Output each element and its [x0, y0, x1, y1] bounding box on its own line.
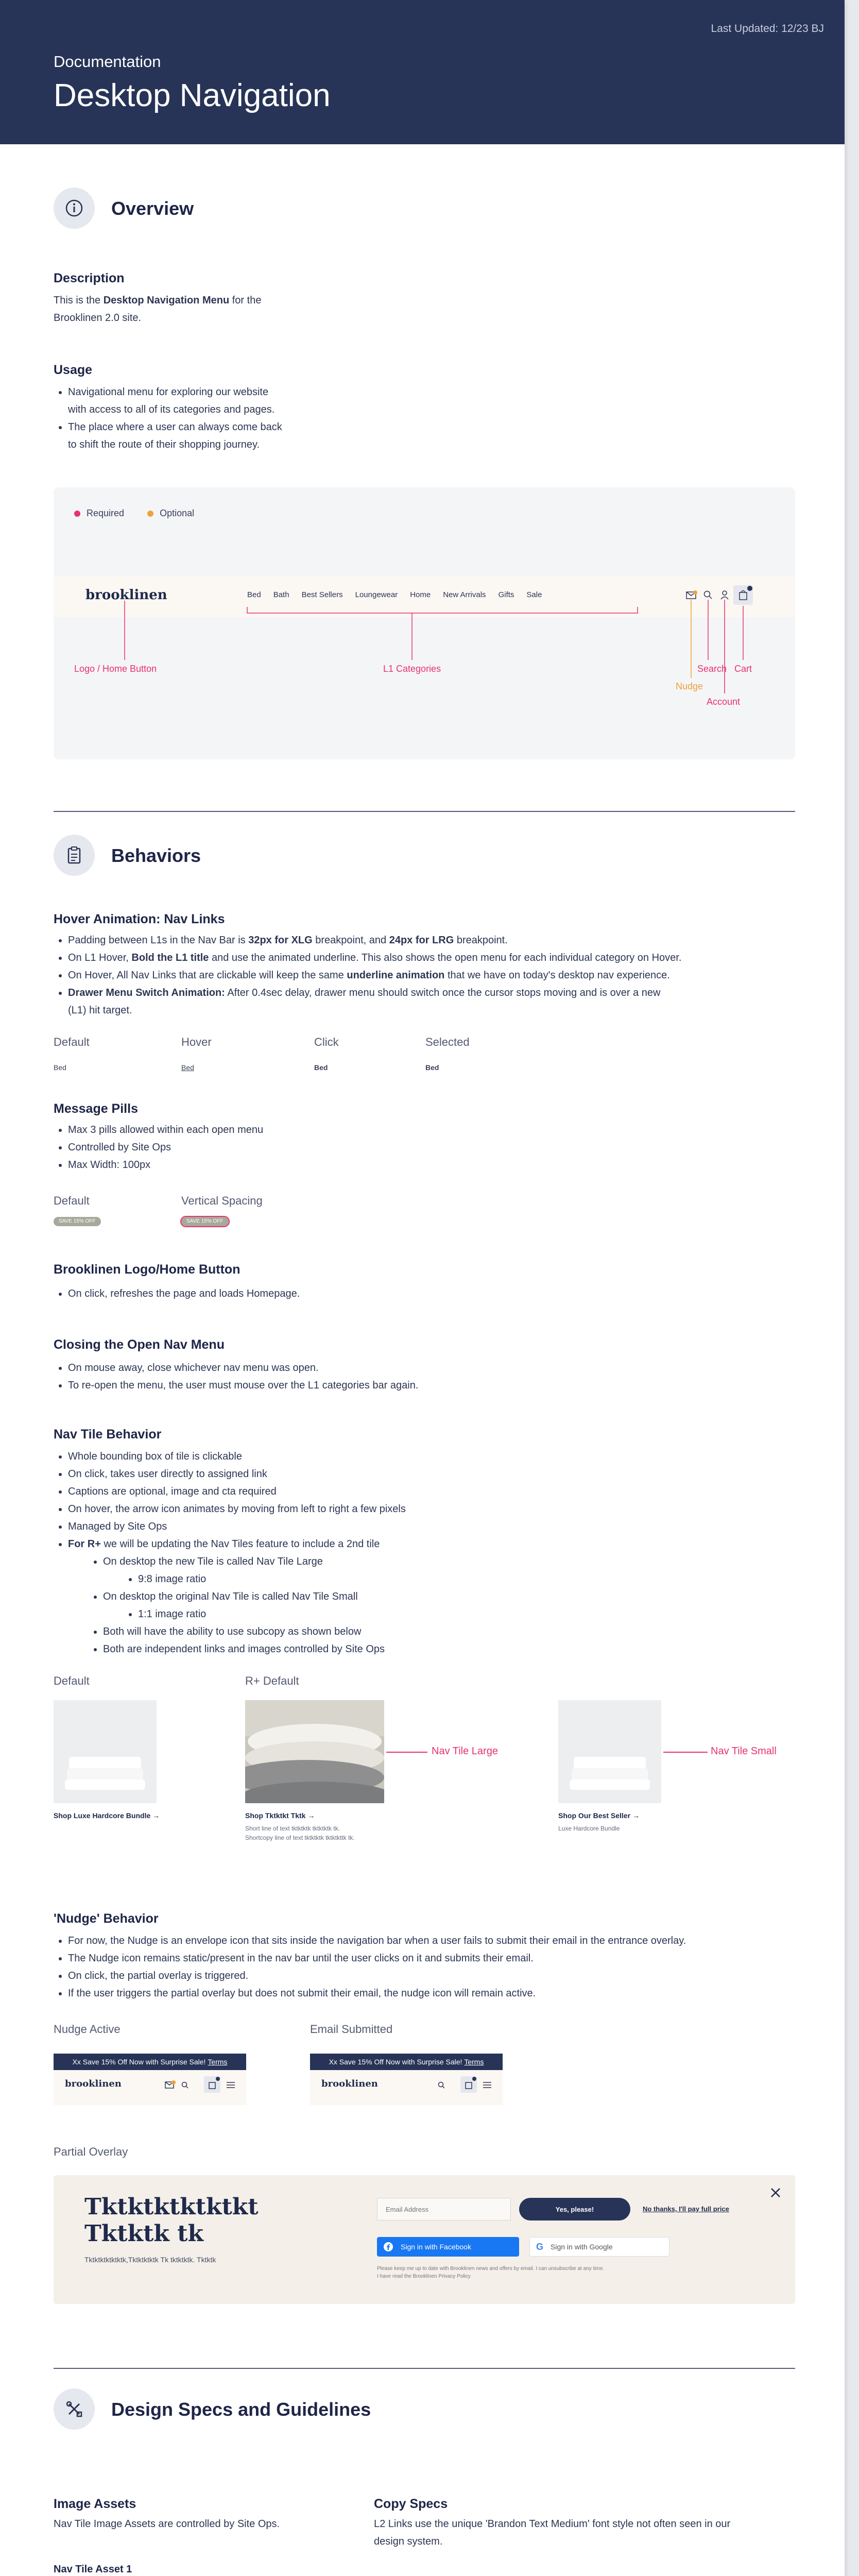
copy-specs-title: Copy Specs [374, 2497, 448, 2511]
nav-tile-cta[interactable]: Shop Tktktkt Tktk → [245, 1811, 315, 1820]
usage-item [54, 383, 363, 418]
nav-link[interactable]: Gifts [498, 590, 514, 599]
promo-text: Xx Save 15% Off Now with Surprise Sale! [329, 2058, 462, 2066]
page-header [0, 0, 845, 144]
nav-link[interactable]: Bath [273, 590, 289, 599]
overlay-subtext: Tktktktktktktk,Tktktktktk Tk tktktktk. Tktktk [84, 2256, 216, 2264]
ann-line [663, 1752, 708, 1753]
nav-link[interactable]: Home [410, 590, 431, 599]
usage-line: to shift the route of their shopping journey. [68, 439, 260, 450]
state-selected: Selected [425, 1036, 470, 1048]
ann-line [386, 1752, 427, 1753]
ann-nudge: Nudge [676, 681, 703, 691]
usage-line: Navigational menu for exploring our website [68, 386, 269, 398]
column-header [374, 2571, 566, 2576]
text: and use the animated underline. This also shows the open menu for each individual category on Hover. [209, 952, 682, 963]
usage-list [54, 383, 363, 453]
text: 32px for XLG [248, 935, 313, 946]
ann-account: Account [707, 697, 741, 707]
hamburger-icon[interactable] [483, 2081, 491, 2091]
state-hover: Hover [181, 1036, 212, 1048]
tile-item: Whole bounding box of tile is clickable [54, 1448, 723, 1465]
page-title: Desktop Navigation [54, 78, 331, 113]
nudge-envelope-icon[interactable] [165, 2080, 176, 2092]
tile-sub-item: Both will have the ability to use subcopy as shown below [89, 1623, 723, 1640]
tile-item: Captions are optional, image and cta required [54, 1483, 723, 1500]
nudge-title: 'Nudge' Behavior [54, 1911, 159, 1926]
promo-text: Xx Save 15% Off Now with Surprise Sale! [72, 2058, 206, 2066]
state-selected-sample: Bed [425, 1063, 439, 1072]
specs-title: Design Specs and Guidelines [111, 2399, 371, 2420]
pills-item: Max Width: 100px [54, 1156, 466, 1174]
tools-icon [54, 2388, 95, 2430]
logo-list [54, 1285, 569, 1302]
nudge-item: For now, the Nudge is an envelope icon that sits inside the navigation bar when a user fails to submit their email in the entrance overlay. [54, 1932, 795, 1950]
state-hover-sample: Bed [181, 1063, 194, 1072]
tile-item [54, 1535, 723, 1658]
column-header [694, 2571, 795, 2576]
overlay-fineprint [377, 2265, 665, 2280]
state-click: Click [314, 1036, 339, 1048]
tile-sub-sub-item: 1:1 image ratio [124, 1605, 723, 1623]
description-post: for the [229, 295, 262, 306]
nav-tile-large-image[interactable] [245, 1700, 384, 1803]
hover-list [54, 931, 795, 1019]
pill-state-spacing: Vertical Spacing [181, 1194, 263, 1207]
text: we will be updating the Nav Tiles feature to include a 2nd tile [100, 1538, 380, 1550]
close-icon[interactable] [769, 2187, 782, 2201]
nudge-item: If the user triggers the partial overlay but does not submit their email, the nudge icon will remain active. [54, 1985, 795, 2002]
search-icon[interactable] [181, 2081, 188, 2091]
table-header [374, 2571, 795, 2576]
fineprint-line: Please keep me up to date with Brooklinen news and offers by email. I can unsubscribe at any time. [377, 2266, 605, 2272]
google-label: Sign in with Google [551, 2243, 613, 2251]
state-click-sample: Bed [314, 1063, 328, 1072]
hamburger-icon[interactable] [227, 2081, 235, 2091]
header-kicker: Documentation [54, 53, 161, 71]
ann-nav-tile-small: Nav Tile Small [711, 1745, 777, 1757]
copy-desc-line: design system. [374, 2536, 443, 2547]
tile-item: On click, takes user directly to assigned link [54, 1465, 723, 1483]
tile-label-default: Default [54, 1674, 90, 1687]
tile-item: On hover, the arrow icon animates by moving from left to right a few pixels [54, 1500, 723, 1518]
email-input[interactable] [377, 2198, 511, 2221]
description-text [54, 292, 332, 327]
text: On desktop the new Tile is called Nav Tile Large [103, 1556, 323, 1567]
nudge-list [54, 1932, 795, 2002]
nav-tile-small-image[interactable] [558, 1700, 661, 1803]
copy-specs-desc [374, 2515, 796, 2550]
promo-bar [310, 2054, 503, 2070]
state-default: Default [54, 1036, 90, 1048]
ann-nav-tile-large: Nav Tile Large [432, 1745, 498, 1757]
ann-l1: L1 Categories [383, 664, 441, 674]
clipboard-icon [54, 835, 95, 876]
facebook-label: Sign in with Facebook [401, 2243, 471, 2251]
overlay-heading-line: Tktktk tk [84, 2221, 203, 2247]
text: For R+ [68, 1538, 101, 1550]
pills-list [54, 1121, 466, 1174]
nav-anatomy-panel [54, 487, 795, 759]
text: underline animation [347, 970, 445, 981]
nav-tile-cta[interactable]: Shop Our Best Seller → [558, 1811, 640, 1820]
no-thanks-link[interactable]: No thanks, I'll pay full price [643, 2205, 729, 2213]
nudge-item: On click, the partial overlay is triggered. [54, 1967, 795, 1985]
close-item: On mouse away, close whichever nav menu was open. [54, 1359, 672, 1377]
overlay-heading [84, 2194, 259, 2247]
pills-title: Message Pills [54, 1101, 138, 1116]
image-assets-desc: Nav Tile Image Assets are controlled by Site Ops. [54, 2518, 280, 2530]
tile-label-rplus: R+ Default [245, 1674, 299, 1687]
facebook-icon [383, 2242, 393, 2252]
hover-item [54, 967, 795, 984]
column-header [566, 2571, 694, 2576]
nav-link[interactable]: New Arrivals [443, 590, 486, 599]
nudge-item: The Nudge icon remains static/present in the nav bar until the user clicks on it and submits their email. [54, 1950, 795, 1967]
logo-title: Brooklinen Logo/Home Button [54, 1262, 240, 1277]
overview-title: Overview [111, 198, 194, 219]
hover-item [54, 949, 795, 967]
text: (L1) hit target. [68, 1005, 132, 1016]
text: that we have on today's desktop nav experience. [444, 970, 670, 981]
copy-desc-line: L2 Links use the unique 'Brandon Text Medium' font style not often seen in our [374, 2518, 731, 2530]
cart-icon[interactable] [204, 2076, 220, 2093]
promo-link[interactable]: Terms [208, 2058, 228, 2066]
pill-state-default: Default [54, 1194, 90, 1207]
tile-item: Managed by Site Ops [54, 1518, 723, 1535]
usage-title: Usage [54, 363, 93, 377]
partial-overlay [54, 2175, 795, 2304]
usage-line: with access to all of its categories and pages. [68, 404, 275, 415]
tile-sub-item [89, 1588, 723, 1623]
copy-specs-table [374, 2571, 795, 2576]
nav-tile-sub: Luxe Hardcore Bundle [558, 1825, 620, 1832]
usage-item [54, 418, 363, 453]
brooklinen-logo[interactable]: brooklinen [321, 2078, 378, 2089]
close-list [54, 1359, 672, 1394]
description-pre: This is the [54, 295, 104, 306]
logo-item: On click, refreshes the page and loads Homepage. [54, 1285, 569, 1302]
divider [54, 811, 795, 812]
tile-sub-item [89, 1553, 723, 1588]
text: Bold the L1 title [131, 952, 209, 963]
state-default-sample: Bed [54, 1063, 66, 1072]
info-icon [54, 188, 95, 229]
nav-link[interactable]: Sale [526, 590, 542, 599]
search-icon[interactable] [438, 2081, 445, 2091]
overlay-heading-line: Tktktktktktkt [84, 2194, 259, 2220]
fineprint-line: I have read the Brooklinen Privacy Policy [377, 2274, 471, 2279]
nav-tile-sub: Shortcopy line of text tktktktk tktktkttk tk. [245, 1834, 355, 1841]
behaviors-title: Behaviors [111, 845, 201, 866]
ann-cart: Cart [734, 664, 752, 674]
nav-link[interactable]: Loungewear [355, 590, 398, 599]
tile-list [54, 1448, 723, 1658]
brooklinen-logo[interactable]: brooklinen [85, 587, 167, 603]
description-title: Description [54, 271, 125, 285]
google-icon: G [536, 2241, 544, 2252]
facebook-signin-button[interactable] [377, 2237, 519, 2257]
cart-icon[interactable] [460, 2076, 477, 2093]
text: breakpoint, and [312, 935, 389, 946]
hover-item [54, 931, 795, 949]
close-title: Closing the Open Nav Menu [54, 1337, 225, 1352]
email-submitted-mock [310, 2054, 503, 2105]
description-bold: Desktop Navigation Menu [103, 295, 230, 306]
description-line2: Brooklinen 2.0 site. [54, 312, 142, 324]
google-signin-button[interactable] [529, 2237, 669, 2257]
message-pill-spacing: SAVE 15% OFF [181, 1217, 229, 1226]
text: After 0.4sec delay, drawer menu should switch once the cursor stops moving and is over a new [225, 987, 661, 998]
legend-optional: Optional [160, 508, 195, 518]
nav-link[interactable]: Bed [247, 590, 261, 599]
hover-item [54, 984, 795, 1019]
text: Padding between L1s in the Nav Bar is [68, 935, 249, 946]
ann-logo: Logo / Home Button [74, 664, 157, 674]
legend-required: Required [87, 508, 125, 518]
usage-line: The place where a user can always come back [68, 421, 282, 433]
text: On Hover, All Nav Links that are clickable will keep the same [68, 970, 347, 981]
nav-link[interactable]: Best Sellers [301, 590, 343, 599]
partial-title: Partial Overlay [54, 2145, 128, 2158]
tile-sub-item: Both are independent links and images controlled by Site Ops [89, 1640, 723, 1658]
yes-please-button[interactable]: Yes, please! [519, 2198, 630, 2221]
anatomy-annotations [54, 487, 795, 759]
text: breakpoint. [454, 935, 508, 946]
close-item: To re-open the menu, the user must mouse over the L1 categories bar again. [54, 1377, 672, 1394]
brooklinen-logo[interactable]: brooklinen [65, 2078, 122, 2089]
promo-link[interactable]: Terms [464, 2058, 484, 2066]
nav-tile-cta[interactable]: Shop Luxe Hardcore Bundle → [54, 1811, 160, 1820]
nudge-active-mock [54, 2054, 246, 2105]
asset1-title: Nav Tile Asset 1 [54, 2564, 132, 2575]
text: On L1 Hover, [68, 952, 132, 963]
divider [54, 2368, 795, 2369]
text: On desktop the original Nav Tile is called Nav Tile Small [103, 1591, 358, 1602]
message-pill: SAVE 15% OFF [54, 1217, 101, 1226]
nav-tile-sub: Short line of text tktktktk tktktktk tk. [245, 1825, 340, 1832]
ann-search: Search [697, 664, 727, 674]
pills-item: Controlled by Site Ops [54, 1139, 466, 1156]
image-assets-title: Image Assets [54, 2497, 136, 2511]
nav-tile-small-image[interactable] [54, 1700, 157, 1803]
nudge-state-submitted: Email Submitted [310, 2023, 393, 2036]
text: Drawer Menu Switch Animation: [68, 987, 225, 998]
hover-title: Hover Animation: Nav Links [54, 912, 225, 926]
text: 24px for LRG [389, 935, 454, 946]
tile-sub-sub-item: 9:8 image ratio [124, 1570, 723, 1588]
pills-item: Max 3 pills allowed within each open menu [54, 1121, 466, 1139]
promo-bar [54, 2054, 246, 2070]
nudge-state-active: Nudge Active [54, 2023, 121, 2036]
tile-title: Nav Tile Behavior [54, 1427, 162, 1442]
last-updated: Last Updated: 12/23 BJ [711, 23, 824, 35]
